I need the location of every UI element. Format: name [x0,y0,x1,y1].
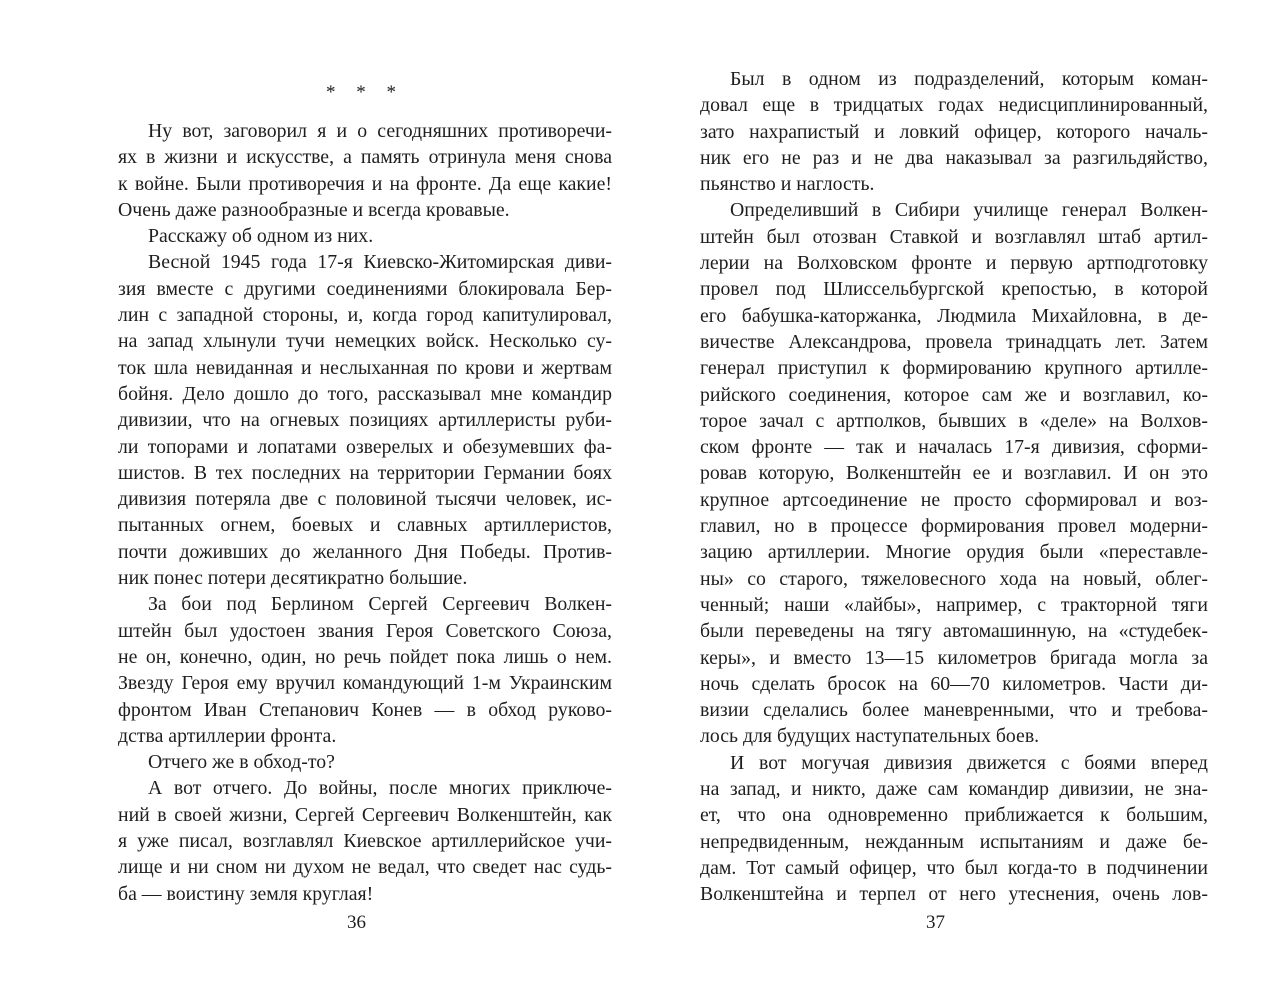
text-line: были переведены на тягу автомашинную, на «студебек- [700,620,1208,643]
text-line: вичестве Александрова, провела тринадцать лет. Затем [700,330,1208,353]
text-line: ба — воистину земля круглая! [118,882,374,905]
text-line: на запад хлынули тучи немецких войск. Несколько су- [118,330,612,353]
text-line: визии сделались более маневренными, что и требова- [700,699,1208,722]
text-line: ровав которую, Волкенштейн ее и возглавил. И он это [700,462,1208,485]
text-line: ях в жизни и искусстве, а память отринула меня снова [118,146,612,169]
text-line: Определивший в Сибири училище генерал Волкен- [730,199,1208,222]
text-line: пытанных огнем, боевых и славных артиллеристов, [118,514,612,537]
text-line: Был в одном из подразделений, которым коман- [730,68,1208,90]
text-line: дивизии, что на огневых позициях артиллеристы руби- [118,409,612,432]
text-line: я уже писал, возглавлял Киевское артиллерийское учи- [118,830,612,853]
text-line: Очень даже разнообразные и всегда кровавые. [118,198,510,221]
text-line: керы», и вместо 13—15 километров бригада могла за [700,646,1208,669]
right-page-text [700,66,1208,908]
text-line: ник его не раз и не два наказывал за разгильдяйство, [700,146,1208,169]
text-line: торое зачал с артполков, бывших в «деле» на Волхов- [700,409,1208,432]
text-line: провел под Шлиссельбургской крепостью, в которой [700,278,1208,301]
text-line: дам. Тот самый офицер, что был когда-то в подчинении [700,856,1208,879]
text-line: Отчего же в обход-то? [148,751,335,774]
text-line: штейн был отозван Ставкой и возглавлял штаб артил- [700,225,1208,248]
text-line: зацию артиллерии. Многие орудия были «переставле- [700,541,1208,564]
text-line: И вот могучая дивизия движется с боями вперед [730,751,1208,774]
page-number: 36 [347,912,366,933]
text-line: лище и ни сном ни духом не ведал, что сведет нас судь- [118,856,612,879]
text-line: ток шла невиданная и неслыханная по крови и жертвам [118,356,612,379]
left-page-text [118,118,612,907]
text-line: на запад, и никто, даже сам командир дивизии, не зна- [700,778,1208,801]
section-separator: * * * [326,82,404,103]
text-line: главил, но в процессе формирования провел модерни- [700,515,1208,538]
right-page [640,0,1280,1000]
text-line: ний в своей жизни, Сергей Сергеевич Волкенштейн, как [118,803,612,826]
text-line: ском фронте — так и началась 17-я дивизия, сформи- [700,436,1208,459]
text-line: ник понес потери десятикратно большие. [118,567,468,590]
text-line: Ну вот, заговорил я и о сегодняшних противоречи- [148,120,612,142]
text-line: к войне. Были противоречия и на фронте. Да еще какие! [118,172,612,195]
text-line: А вот отчего. До войны, после многих приключе- [148,777,612,800]
text-line: Волкенштейна и терпел от него утеснения, очень лов- [700,883,1208,906]
text-line: ны» со старого, тяжеловесного хода на новый, облег- [700,567,1208,590]
text-line: ночь сделать бросок на 60—70 километров. Части ди- [700,672,1208,695]
text-line: его бабушка-каторжанка, Людмила Михайловна, в де- [700,304,1208,327]
text-line: Расскажу об одном из них. [148,225,374,248]
text-line: бойня. Дело дошло до того, рассказывал мне командир [118,382,612,405]
text-line: лерии на Волховском фронте и первую артподготовку [700,252,1208,275]
text-line: генерал приступил к формированию крупного артилле- [700,357,1208,380]
text-line: почти доживших до желанного Дня Победы. Против- [118,540,612,563]
text-line: лин с западной стороны, и, когда город капитулировал, [118,304,612,327]
page-number: 37 [926,912,945,933]
text-line: крупное артсоединение не просто сформировал и воз- [700,488,1208,511]
text-line: фронтом Иван Степанович Конев — в обход руково- [118,698,612,721]
text-line: За бои под Берлином Сергей Сергеевич Волкен- [148,593,612,616]
text-line: зато нахрапистый и ловкий офицер, которого началь- [700,120,1208,143]
text-line: лось для будущих наступательных боев. [700,725,1040,748]
text-line: ченный; наши «лайбы», например, с тракторной тяги [700,593,1208,616]
text-line: довал еще в тридцатых годах недисциплинированный, [700,94,1208,117]
text-line: дивизия потеряла две с половиной тысячи человек, ис- [118,488,612,511]
text-line: пьянство и наглость. [700,173,875,196]
text-line: Весной 1945 года 17-я Киевско-Житомирская диви- [148,251,612,274]
text-line: не он, конечно, один, но речь пойдет пока лишь о нем. [118,645,612,668]
text-line: непредвиденным, нежданным испытаниям и даже бе- [700,830,1208,853]
text-line: дства артиллерии фронта. [118,724,337,747]
text-line: зия вместе с другими соединениями блокировала Бер- [118,277,612,300]
text-line: рийского соединения, которое сам же и возглавил, ко- [700,383,1208,406]
text-line: ли топорами и лопатами озверелых и обезумевших фа- [118,435,612,458]
text-line: Звезду Героя ему вручил командующий 1-м Украинским [118,672,612,695]
text-line: ет, что она одновременно приближается к большим, [700,804,1208,827]
text-line: штейн был удостоен звания Героя Советского Союза, [118,619,612,642]
text-line: шистов. В тех последних на территории Германии боях [118,461,612,484]
